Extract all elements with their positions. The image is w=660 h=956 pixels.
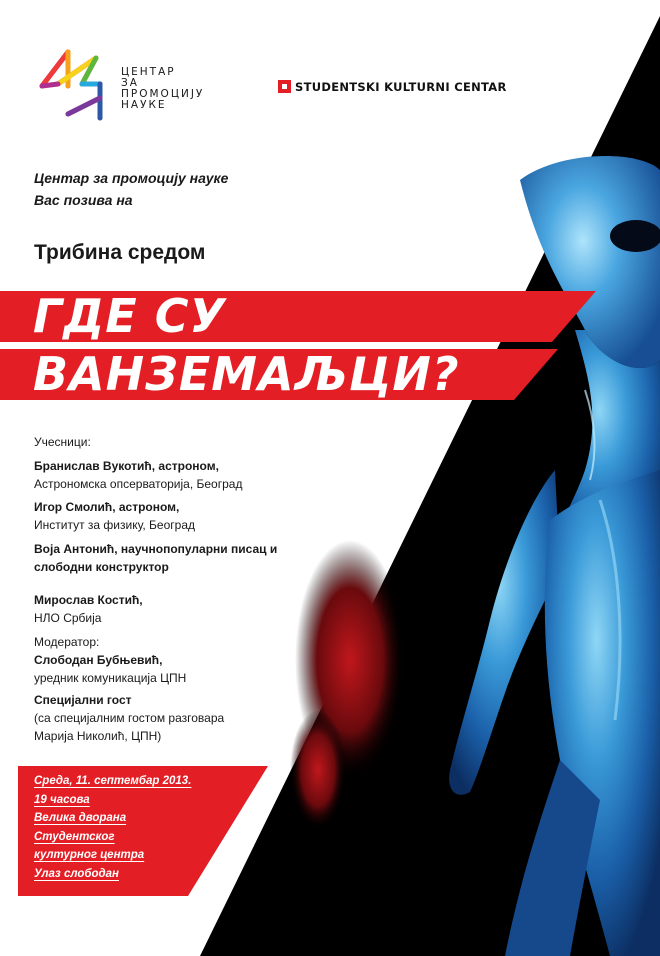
participant-line: Воја Антонић, научнопопуларни писац и: [34, 542, 278, 556]
participant-org: НЛО Србија: [34, 611, 102, 625]
special-guest-line: Марија Николић, ЦПН): [34, 729, 162, 743]
participant-org: Астрономска опсерваторија, Београд: [34, 477, 243, 491]
special-guest-line: (са специјалним гостом разговара: [34, 711, 225, 725]
moderator-name: Слободан Бубњевић,: [34, 653, 163, 667]
participant-name: Мирослав Костић,: [34, 593, 143, 607]
intro-line-1: Центар за промоцију науке: [34, 170, 229, 186]
event-info: [34, 772, 191, 883]
cpn-logo-line: НАУКЕ: [121, 99, 167, 111]
participant-name: Игор Смолић, астроном,: [34, 500, 180, 514]
event-venue-line-1: Студентског: [34, 830, 115, 843]
moderator-block: [34, 633, 186, 687]
participant-name: Бранислав Вукотић, астроном,: [34, 459, 219, 473]
cpn-logo-line: ЗА: [121, 77, 139, 89]
moderator-role: уредник комуникација ЦПН: [34, 671, 187, 685]
skc-square-logo-icon: [278, 80, 291, 93]
intro-line-2: Вас позива на: [34, 192, 133, 208]
series-title: Трибина средом: [34, 241, 206, 264]
cpn-logo-text: [121, 67, 204, 111]
participant-1: [34, 457, 242, 493]
participant-2: [34, 498, 195, 534]
event-date: Среда, 11. септембар 2013.: [34, 775, 192, 787]
moderator-label: Модератор:: [34, 635, 100, 649]
participant-line: слободни конструктор: [34, 560, 169, 574]
participant-org: Институт за физику, Београд: [34, 518, 196, 532]
event-venue-line-2: културног центра: [34, 849, 145, 861]
main-title-line-2: ВАНЗЕМАЉЦИ?: [33, 347, 460, 401]
cpn-logo-line: ЦЕНТАР: [121, 66, 176, 78]
participant-4: [34, 591, 143, 627]
alien-eye: [610, 220, 660, 252]
participant-3: [34, 540, 277, 576]
event-time: 19 часова: [34, 793, 90, 806]
special-guest-block: [34, 691, 224, 745]
participants-heading: Учесници:: [34, 435, 91, 449]
cpn-logo-line: ПРОМОЦИЈУ: [121, 88, 205, 100]
skc-logo-text: STUDENTSKI KULTURNI CENTAR: [295, 80, 507, 94]
event-hall: Велика дворана: [34, 812, 127, 824]
event-entry: Улаз слободан: [34, 867, 119, 880]
red-figure-limb: [290, 710, 346, 830]
cpn-rainbow-logo-icon: [38, 48, 110, 122]
intro-text: [34, 167, 228, 211]
special-guest-label: Специјални гост: [34, 693, 132, 707]
main-title-line-1: ГДЕ СУ: [33, 289, 226, 343]
